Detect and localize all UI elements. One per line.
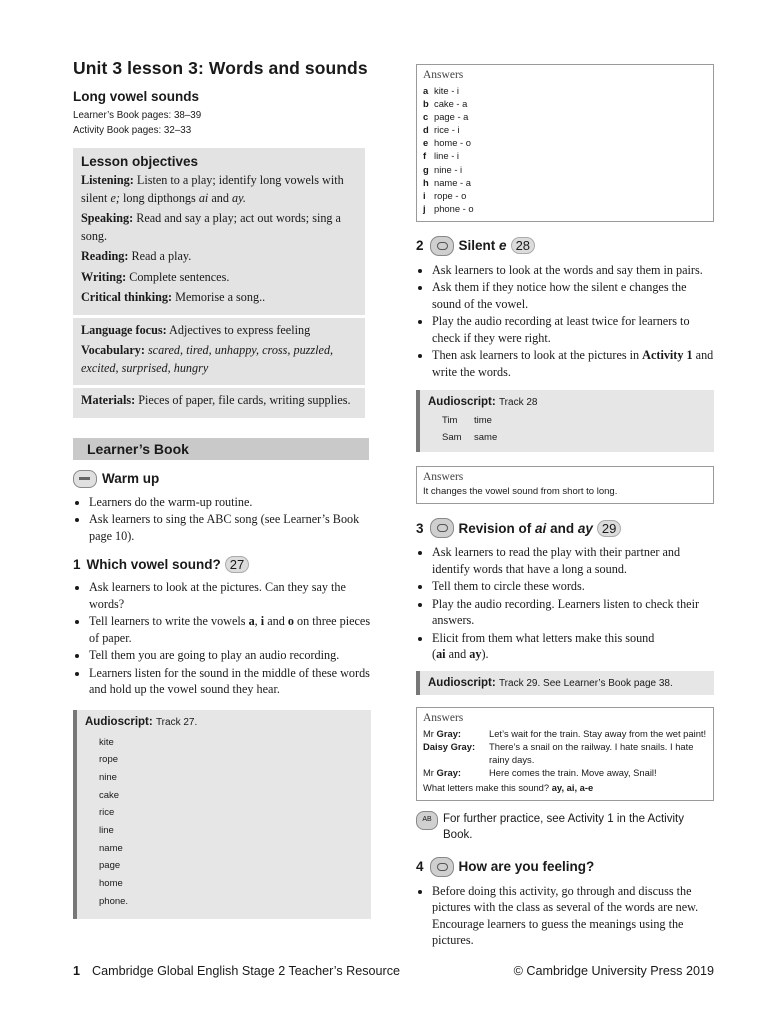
left-column <box>73 58 371 919</box>
answers-list <box>423 84 707 215</box>
listen-icon <box>430 518 454 538</box>
list-item: g nine - i <box>423 163 463 175</box>
section-4-list <box>416 883 714 949</box>
list-item: • Learners do the warm-up routine. <box>89 494 371 511</box>
ab-pages: Activity Book pages: 32–33 <box>73 125 192 136</box>
list-item: • Elicit from them what letters make this sound (ai and ay). <box>432 630 714 663</box>
warm-up-heading: Warm up <box>73 470 371 488</box>
list-item: • Tell them you are going to play an audio recording. <box>89 647 371 664</box>
audio-word-list: kite rope nine cake rice line name page home phone. <box>99 736 129 907</box>
answers-3-box: Answers Mr Gray: Let’s wait for the train. Stay away from the wet paint! Daisy Gray: There’s a snail on the railway. I hate snails. I hate rainy days. Mr Gray: Here comes the train. Move away, Snail! What letters make this sound? ay, ai, a-e <box>416 707 714 801</box>
dialogue: Mr Gray: Let’s wait for the train. Stay away from the wet paint! Daisy Gray: There’s a snail on the railway. I hate snails. I hate rainy days. Mr Gray: Here comes the train. Move away, Snail! What letters make this sound? ay, ai, a-e <box>423 727 707 793</box>
objective-speaking: Speaking: Read and say a play; act out words; sing a song. <box>81 211 341 243</box>
audioscript-28-box: Audioscript: Track 28 Tim time Sam same <box>416 390 714 452</box>
language-focus: Language focus: Adjectives to express feeling <box>81 322 311 337</box>
listen-icon <box>430 857 454 877</box>
learners-book-header: Learner’s Book <box>73 438 369 460</box>
dialogue-row: Mr Gray: Here comes the train. Move away, Snail! <box>423 766 657 778</box>
lesson-objectives-box <box>73 148 365 315</box>
list-item: a kite - i <box>423 85 460 96</box>
list-item: • Tell them to circle these words. <box>432 578 714 595</box>
activity-book-icon: AB <box>416 811 438 830</box>
right-column <box>416 64 714 950</box>
list-item: • Ask learners to sing the ABC song (see Learner’s Book page 10). <box>89 511 371 544</box>
copyright: © Cambridge University Press 2019 <box>513 964 714 978</box>
list-item: b cake - a <box>423 98 468 110</box>
materials: Materials: Pieces of paper, file cards, writing supplies. <box>81 393 351 407</box>
page-subtitle: Long vowel sounds <box>73 89 200 104</box>
list-item: • Before doing this activity, go through and discuss the pictures with the class as several of the words are new. Encourage learners to guess the meanings using the pictures. <box>432 883 714 949</box>
list-item: • Then ask learners to look at the pictures in Activity 1 and write the words. <box>432 347 714 380</box>
list-item: f line - i <box>423 150 460 162</box>
list-item: j phone - o <box>423 202 474 214</box>
answers-2-box: Answers It changes the vowel sound from short to long. <box>416 466 714 504</box>
page-title: Unit 3 lesson 3: Words and sounds <box>73 58 368 78</box>
track-29-icon: 29 <box>597 520 621 537</box>
list-item: c page - a <box>423 111 469 123</box>
list-item: i rope - o <box>423 189 467 201</box>
list-item: • Play the audio recording at least twice for learners to check if they were right. <box>432 313 714 346</box>
section-3-list <box>416 544 714 663</box>
pointing-hand-icon <box>73 470 97 488</box>
list-item: h name - a <box>423 176 471 188</box>
list-item: • Ask learners to read the play with their partner and identify words that have a long a sound. <box>432 544 714 577</box>
warm-up-list <box>73 494 371 545</box>
audioscript-29-box: Audioscript: Track 29. See Learner’s Book page 38. <box>416 671 714 695</box>
section-2-list <box>416 262 714 381</box>
objective-writing: Writing: Complete sentences. <box>81 269 230 284</box>
page-footer <box>73 964 714 978</box>
book-title: Cambridge Global English Stage 2 Teacher’s Resource <box>92 964 401 978</box>
materials-box <box>73 388 365 418</box>
list-item: • Learners listen for the sound in the middle of these words and hold up the vowel sound they hear. <box>89 665 371 698</box>
objective-reading: Reading: Read a play. <box>81 249 192 263</box>
track-27-icon: 27 <box>225 556 249 573</box>
answers-1-box: Answers a kite - i b cake - a c page - a d rice - i e home - o f line - i g nine - i h name - a i rope - o j phone - o <box>416 64 714 222</box>
list-item: • Play the audio recording. Learners listen to check their answers. <box>432 596 714 629</box>
list-item: • Ask learners to look at the pictures. Can they say the words? <box>89 579 371 612</box>
language-focus-box <box>73 318 365 386</box>
objectives-title: Lesson objectives <box>81 154 199 169</box>
track-28-icon: 28 <box>511 237 535 254</box>
dialogue-row: Daisy Gray: There’s a snail on the railway. I hate snails. I hate rainy days. <box>423 740 694 765</box>
dialogue-row: Mr Gray: Let’s wait for the train. Stay away from the wet paint! <box>423 727 707 739</box>
list-item: d rice - i <box>423 124 460 136</box>
section-4-heading: 4 How are you feeling? <box>416 857 714 877</box>
vocabulary: Vocabulary: scared, tired, unhappy, cross, puzzled, excited, surprised, hungry <box>81 343 334 375</box>
list-item: • Tell learners to write the vowels a, i and o on three pieces of paper. <box>89 613 371 646</box>
objective-critical-thinking: Critical thinking: Memorise a song.. <box>81 290 266 304</box>
section-2-heading: 2 Silent e 28 <box>416 236 714 256</box>
section-1-list <box>73 579 371 698</box>
list-item: e home - o <box>423 137 471 149</box>
section-1-heading: 1 Which vowel sound? 27 <box>73 556 371 573</box>
section-3-heading: 3 Revision of ai and ay 29 <box>416 518 714 538</box>
further-practice: AB For further practice, see Activity 1 in the Activity Book. <box>416 811 714 843</box>
lb-pages: Learner’s Book pages: 38–39 <box>73 110 202 121</box>
objective-listening: Listening: Listen to a play; identify long vowels with silent e; long dipthongs ai and ay. <box>81 173 344 205</box>
audioscript-27-box: Audioscript: Track 27. kite rope nine cake rice line name page home phone. <box>73 710 371 919</box>
list-item: • Ask learners to look at the words and say them in pairs. <box>432 262 714 279</box>
listen-icon <box>430 236 454 256</box>
list-item: • Ask them if they notice how the silent e changes the sound of the vowel. <box>432 279 714 312</box>
page-number: 1 <box>73 964 81 978</box>
